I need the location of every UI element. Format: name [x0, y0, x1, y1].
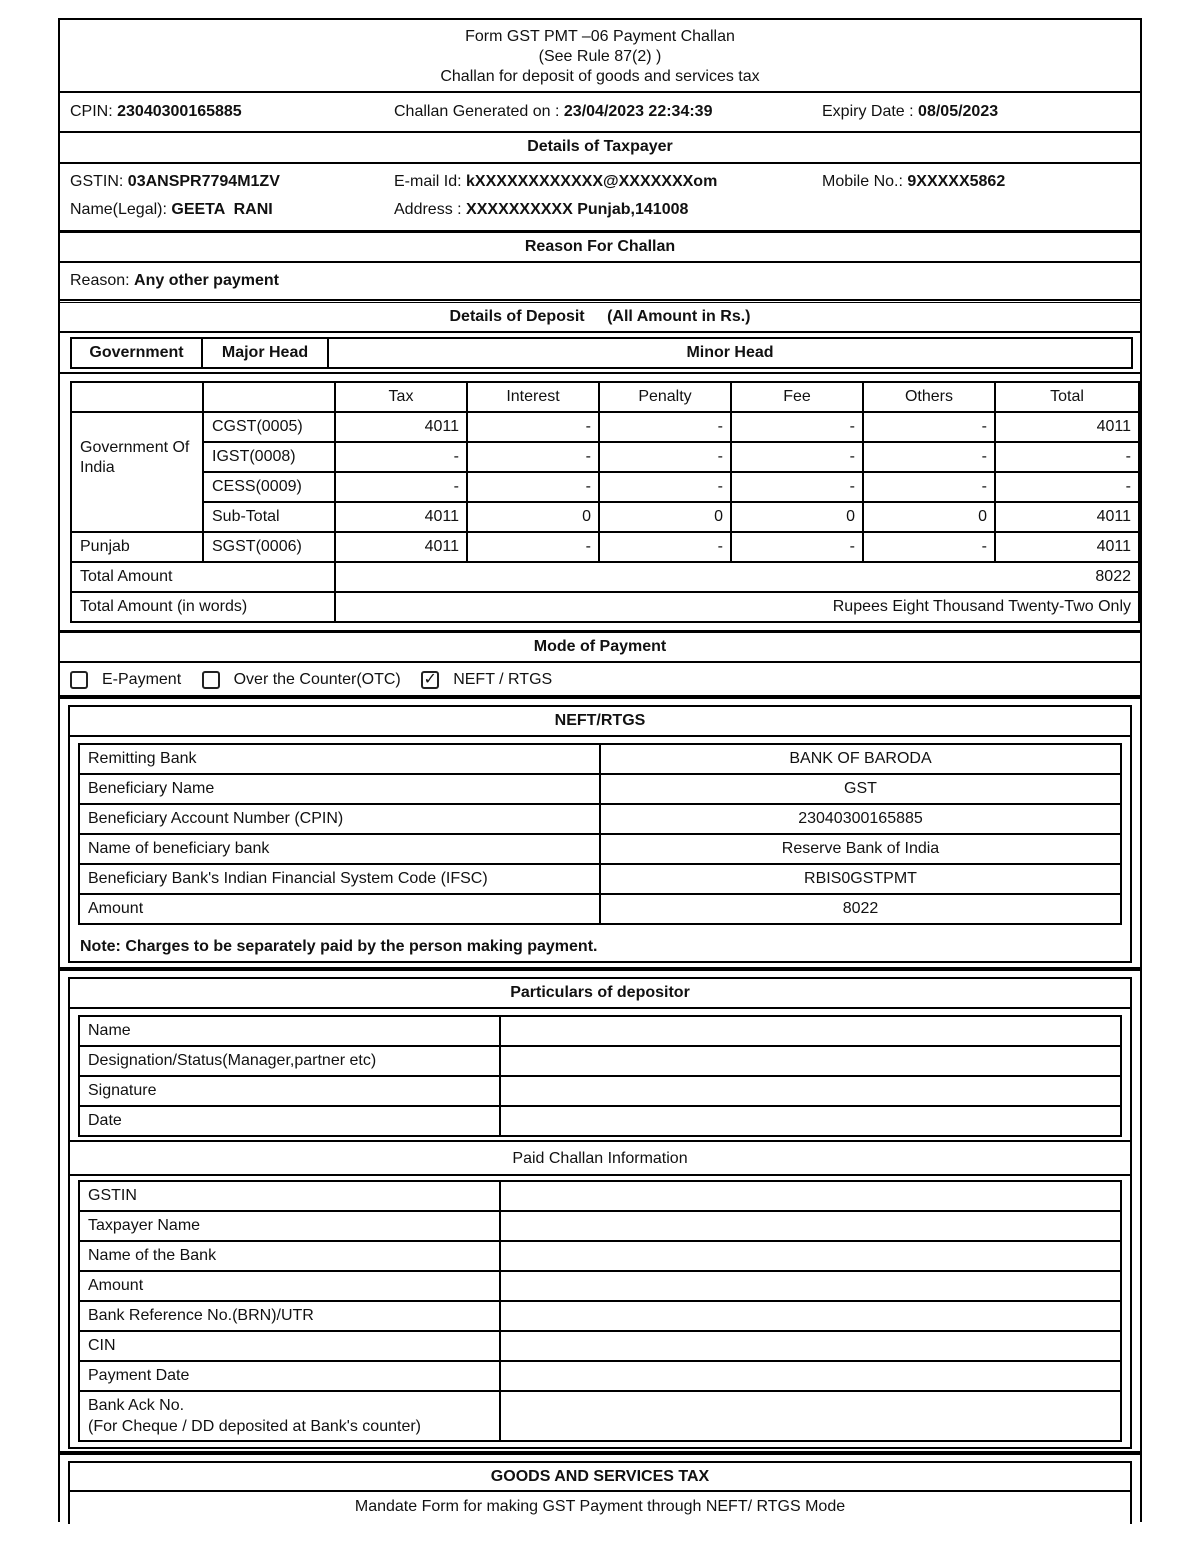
column-header: Fee — [731, 382, 863, 412]
state-row — [71, 532, 1139, 562]
head-minor: Minor Head — [328, 338, 1132, 368]
cpin-row — [60, 93, 1140, 133]
amount-words-label: Total Amount (in words) — [71, 592, 335, 622]
value-cell: - — [599, 412, 731, 442]
empty-header-cell — [203, 382, 335, 412]
deposit-table-section — [60, 374, 1140, 632]
neft-label: Beneficiary Account Number (CPIN) — [79, 804, 600, 834]
paid-label: Bank Reference No.(BRN)/UTR — [79, 1301, 500, 1331]
state-label: Punjab — [71, 532, 203, 562]
mobile-label: Mobile No.: — [822, 173, 903, 190]
neft-label: Beneficiary Name — [79, 774, 600, 804]
legal-name-label: Name(Legal): — [70, 201, 167, 218]
amount-words-row — [71, 592, 1139, 622]
form-subtitle: Challan for deposit of goods and services tax — [440, 68, 760, 85]
bank-ack-label — [79, 1391, 500, 1441]
value-cell: - — [995, 472, 1139, 502]
value-cell: 4011 — [995, 412, 1139, 442]
neft-value: 8022 — [600, 894, 1121, 924]
table-row — [79, 804, 1121, 834]
value-cell: - — [335, 472, 467, 502]
neft-title: NEFT/RTGS — [70, 707, 1130, 737]
reason-label: Reason: — [70, 272, 130, 289]
table-row — [79, 894, 1121, 924]
value-cell: 0 — [731, 502, 863, 532]
paid-challan-title: Paid Challan Information — [70, 1140, 1130, 1176]
deposit-columns-row — [71, 382, 1139, 412]
head-major: Major Head — [202, 338, 328, 368]
depositor-value-field — [500, 1046, 1121, 1076]
neft-label: Name of beneficiary bank — [79, 834, 600, 864]
paid-label: Payment Date — [79, 1361, 500, 1391]
table-row — [71, 442, 1139, 472]
legal-name — [70, 200, 273, 220]
depositor-box — [68, 977, 1132, 1449]
mobile — [822, 172, 1005, 192]
generated-value: 23/04/2023 22:34:39 — [563, 103, 713, 120]
amount-words-value: Rupees Eight Thousand Twenty-Two Only — [335, 592, 1139, 622]
value-cell: - — [467, 472, 599, 502]
taxpayer-section-title — [60, 133, 1140, 164]
column-header: Tax — [335, 382, 467, 412]
paid-challan-table — [78, 1180, 1122, 1442]
value-cell: 0 — [863, 502, 995, 532]
deposit-head-row — [60, 333, 1140, 374]
neft-label: Amount — [79, 894, 600, 924]
depositor-title: Particulars of depositor — [70, 979, 1130, 1009]
deposit-section-title — [60, 302, 1140, 333]
value-cell: - — [731, 442, 863, 472]
column-header: Interest — [467, 382, 599, 412]
paid-value-field — [500, 1271, 1121, 1301]
value-cell: 4011 — [335, 532, 467, 562]
depositor-section — [60, 973, 1140, 1455]
gov-india-label: Government Of India — [71, 412, 203, 532]
legal-name-value: GEETA RANI — [171, 201, 273, 218]
subtotal-row — [71, 502, 1139, 532]
value-cell: - — [731, 472, 863, 502]
challan-header — [60, 20, 1140, 93]
expiry-date — [822, 102, 998, 122]
neft-value: BANK OF BARODA — [600, 744, 1121, 774]
cpin-value: 23040300165885 — [117, 103, 242, 120]
value-cell: 4011 — [335, 502, 467, 532]
neft-note: Note: Charges to be separately paid by the person making payment. — [80, 938, 598, 955]
address-value: XXXXXXXXXX Punjab,141008 — [466, 201, 689, 218]
payment-mode-options — [60, 663, 1140, 699]
expiry-value: 08/05/2023 — [918, 103, 999, 120]
neft-box — [68, 705, 1132, 963]
challan-page — [58, 18, 1142, 1522]
checkmark-icon: ✓ — [423, 670, 437, 688]
cpin — [70, 102, 242, 122]
depositor-value-field — [500, 1106, 1121, 1136]
value-cell: 4011 — [335, 412, 467, 442]
paid-label: Name of the Bank — [79, 1241, 500, 1271]
rule-reference: (See Rule 87(2) ) — [538, 48, 662, 65]
paid-value-field — [500, 1241, 1121, 1271]
gstin — [70, 172, 280, 192]
paid-value-field — [500, 1391, 1121, 1441]
major-head-cell: SGST(0006) — [203, 532, 335, 562]
neft-label: Beneficiary Bank's Indian Financial System Code (IFSC) — [79, 864, 600, 894]
neft-rtgs-label: NEFT / RTGS — [453, 671, 553, 688]
neft-value: 23040300165885 — [600, 804, 1121, 834]
email-label: E-mail Id: — [394, 173, 462, 190]
mandate-section — [68, 1461, 1132, 1524]
mobile-value: 9XXXXX5862 — [907, 173, 1006, 190]
deposit-head-table — [70, 337, 1133, 369]
table-row — [79, 774, 1121, 804]
value-cell: - — [599, 532, 731, 562]
form-title: Form GST PMT –06 Payment Challan — [465, 28, 735, 45]
email-value: kXXXXXXXXXXXX@XXXXXXXom — [466, 173, 718, 190]
otc-checkbox[interactable] — [202, 671, 220, 689]
total-amount-label: Total Amount — [71, 562, 335, 592]
depositor-label: Signature — [79, 1076, 500, 1106]
value-cell: - — [467, 412, 599, 442]
mandate-title: GOODS AND SERVICES TAX — [70, 1463, 1130, 1492]
value-cell: - — [731, 412, 863, 442]
paid-label: Amount — [79, 1271, 500, 1301]
deposit-title-text: Details of Deposit — [449, 308, 585, 325]
table-row — [79, 1331, 1121, 1361]
payment-mode-title-text: Mode of Payment — [533, 638, 667, 655]
table-row — [79, 1016, 1121, 1046]
neft-rtgs-option[interactable] — [421, 671, 552, 688]
gstin-value: 03ANSPR7794M1ZV — [127, 173, 280, 190]
paid-value-field — [500, 1181, 1121, 1211]
table-row — [79, 744, 1121, 774]
address — [394, 200, 688, 220]
mandate-subtitle: Mandate Form for making GST Payment through NEFT/ RTGS Mode — [354, 1498, 846, 1515]
taxpayer-details — [60, 164, 1140, 232]
table-row — [79, 1046, 1121, 1076]
major-head-cell: CGST(0005) — [203, 412, 335, 442]
value-cell: - — [863, 532, 995, 562]
e-payment-checkbox[interactable] — [70, 671, 88, 689]
address-label: Address : — [394, 201, 462, 218]
payment-mode-title — [60, 632, 1140, 663]
neft-section — [60, 701, 1140, 971]
neft-value: GST — [600, 774, 1121, 804]
column-header: Penalty — [599, 382, 731, 412]
value-cell: - — [995, 442, 1139, 472]
paid-label: CIN — [79, 1331, 500, 1361]
depositor-label: Designation/Status(Manager,partner etc) — [79, 1046, 500, 1076]
deposit-note: (All Amount in Rs.) — [607, 308, 751, 325]
value-cell: - — [467, 442, 599, 472]
paid-label: Taxpayer Name — [79, 1211, 500, 1241]
deposit-table — [70, 381, 1140, 623]
neft-rtgs-checkbox[interactable] — [421, 671, 439, 689]
table-row — [79, 1106, 1121, 1136]
value-cell: - — [599, 442, 731, 472]
value-cell: - — [731, 532, 863, 562]
depositor-label: Date — [79, 1106, 500, 1136]
column-header: Total — [995, 382, 1139, 412]
major-head-cell: IGST(0008) — [203, 442, 335, 472]
taxpayer-title-text: Details of Taxpayer — [527, 138, 673, 155]
email — [394, 172, 717, 192]
value-cell: 4011 — [995, 532, 1139, 562]
generated-label: Challan Generated on : — [394, 103, 560, 120]
empty-header-cell — [71, 382, 203, 412]
value-cell: - — [599, 472, 731, 502]
reason-section-title — [60, 232, 1140, 263]
expiry-label: Expiry Date : — [822, 103, 914, 120]
neft-label: Remitting Bank — [79, 744, 600, 774]
gstin-label: GSTIN: — [70, 173, 124, 190]
value-cell: 0 — [599, 502, 731, 532]
neft-value: Reserve Bank of India — [600, 834, 1121, 864]
e-payment-label: E-Payment — [102, 671, 182, 688]
paid-value-field — [500, 1301, 1121, 1331]
table-row — [79, 1181, 1121, 1211]
depositor-value-field — [500, 1016, 1121, 1046]
otc-option[interactable] — [202, 671, 422, 688]
neft-table — [78, 743, 1122, 925]
value-cell: - — [863, 472, 995, 502]
table-row — [79, 1211, 1121, 1241]
total-amount-value: 8022 — [335, 562, 1139, 592]
table-row — [79, 834, 1121, 864]
major-head-cell: CESS(0009) — [203, 472, 335, 502]
depositor-table — [78, 1015, 1122, 1137]
reason-row — [60, 263, 1140, 301]
depositor-value-field — [500, 1076, 1121, 1106]
table-row — [71, 412, 1139, 442]
table-row — [79, 1271, 1121, 1301]
value-cell: 4011 — [995, 502, 1139, 532]
major-head-cell: Sub-Total — [203, 502, 335, 532]
table-row — [79, 1361, 1121, 1391]
value-cell: - — [863, 442, 995, 472]
reason-value: Any other payment — [134, 272, 279, 289]
e-payment-option[interactable] — [70, 671, 202, 688]
otc-label: Over the Counter(OTC) — [233, 671, 401, 688]
cpin-label: CPIN: — [70, 103, 113, 120]
neft-value: RBIS0GSTPMT — [600, 864, 1121, 894]
challan-generated — [394, 102, 712, 122]
head-government: Government — [71, 338, 202, 368]
reason-title-text: Reason For Challan — [524, 238, 676, 255]
value-cell: - — [863, 412, 995, 442]
bank-ack-line1: Bank Ack No. — [88, 1397, 185, 1414]
paid-value-field — [500, 1361, 1121, 1391]
table-row — [79, 1391, 1121, 1441]
value-cell: - — [335, 442, 467, 472]
table-row — [79, 1241, 1121, 1271]
table-row — [79, 864, 1121, 894]
table-row — [79, 1301, 1121, 1331]
depositor-label: Name — [79, 1016, 500, 1046]
value-cell: 0 — [467, 502, 599, 532]
value-cell: - — [467, 532, 599, 562]
column-header: Others — [863, 382, 995, 412]
paid-value-field — [500, 1331, 1121, 1361]
table-row — [71, 472, 1139, 502]
total-amount-row — [71, 562, 1139, 592]
paid-label: GSTIN — [79, 1181, 500, 1211]
paid-value-field — [500, 1211, 1121, 1241]
bank-ack-line2: (For Cheque / DD deposited at Bank's counter) — [88, 1418, 421, 1435]
table-row — [79, 1076, 1121, 1106]
